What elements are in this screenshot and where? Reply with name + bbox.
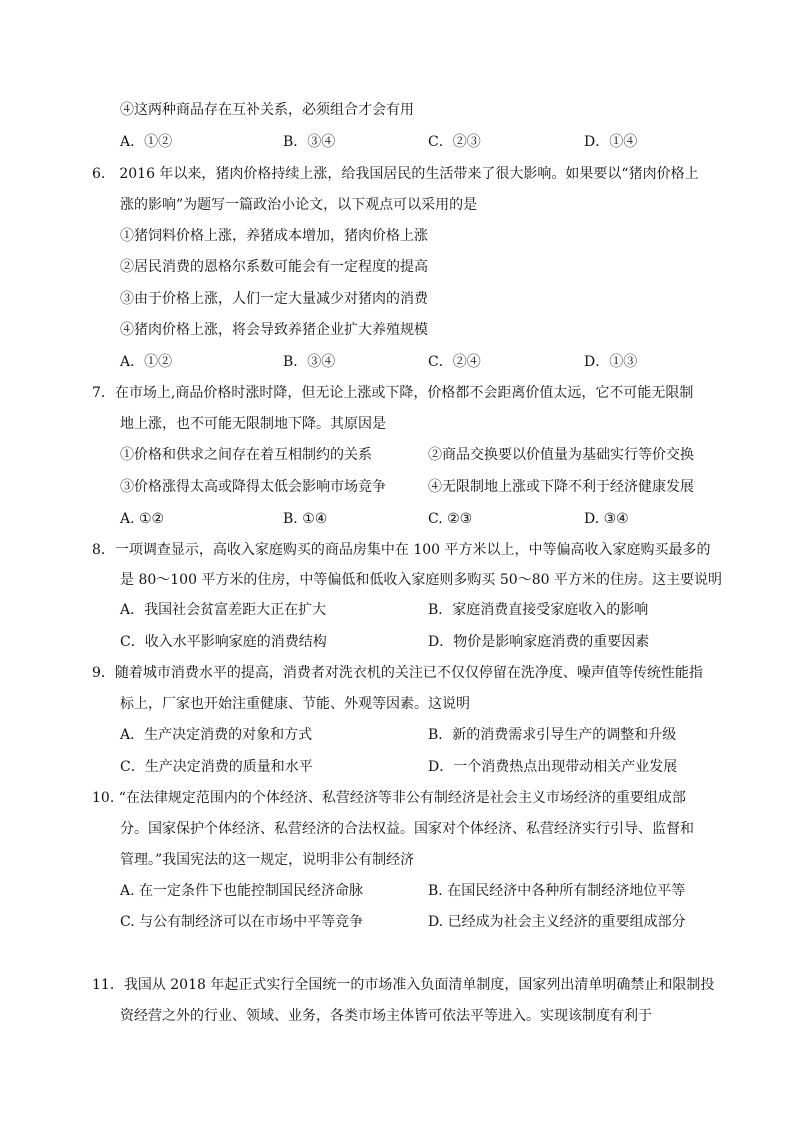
q5-option-c: C．②③ [428,134,481,150]
q6-statement-3: ③由于价格上涨，人们一定大量减少对猪肉的消费 [120,291,428,307]
q8-option-d: D．物价是影响家庭消费的重要因素 [428,634,650,650]
q7-option-a: A. ①② [120,511,165,527]
q7-statement-2: ②商品交换要以价值量为基础实行等价交换 [428,447,694,463]
q11-stem-line1: 11．我国从 2018 年起正式实行全国统一的市场准入负面清单制度，国家列出清单明确禁止和限制投 [92,977,715,993]
q10-stem-line2: 分。国家保护个体经济、私营经济的合法权益。国家对个体经济、私营经济实行引导、监督和 [120,821,694,837]
q10-stem-line3: 管理。”我国宪法的这一规定，说明非公有制经济 [120,852,415,868]
q8-stem-line2: 是 80～100 平方米的住房，中等偏低和低收入家庭则多购买 50～80 平方米的住房。这主要说明 [120,572,722,588]
q8-option-c: C．收入水平影响家庭的消费结构 [120,634,327,650]
q10-option-d: D. 已经成为社会主义经济的重要组成部分 [428,914,686,930]
q10-option-c: C. 与公有制经济可以在市场中平等竞争 [120,914,364,930]
q7-statement-4: ④无限制地上涨或下降不利于经济健康发展 [428,479,694,495]
q6-statement-1: ①猪饲料价格上涨，养猪成本增加，猪肉价格上涨 [120,228,428,244]
q7-option-c: C. ②③ [428,511,473,527]
q6-option-b: B．③④ [283,354,336,370]
q6-stem-line1: 6． 2016 年以来，猪肉价格持续上涨，给我国居民的生活带来了很大影响。如果要以“猪肉价格上 [92,166,699,182]
q7-option-d: D. ③④ [584,511,629,527]
q9-option-a: A．生产决定消费的对象和方式 [120,727,313,743]
q9-stem-line1: 9．随着城市消费水平的提高，消费者对洗衣机的关注已不仅仅停留在洗净度、噪声值等传统性能指 [92,665,703,681]
q11-stem-line2: 资经营之外的行业、领域、业务，各类市场主体皆可依法平等进入。实现该制度有利于 [120,1008,652,1024]
q6-option-c: C．②④ [428,354,481,370]
q9-option-d: D．一个消费热点出现带动相关产业发展 [428,759,678,775]
q6-option-d: D．①③ [584,354,638,370]
q5-option-b: B．③④ [283,134,336,150]
q10-option-b: B. 在国民经济中各种所有制经济地位平等 [428,883,686,899]
q7-statement-1: ①价格和供求之间存在着互相制约的关系 [120,447,372,463]
q6-option-a: A．①② [120,354,173,370]
q8-option-a: A．我国社会贫富差距大正在扩大 [120,602,327,618]
q6-statement-2: ②居民消费的恩格尔系数可能会有一定程度的提高 [120,259,428,275]
q5-option-a: A．①② [120,134,173,150]
q7-stem-line1: 7．在市场上,商品价格时涨时降，但无论上涨或下降，价格都不会距离价值太远，它不可能无限制 [92,385,694,401]
q8-stem-line1: 8．一项调查显示，高收入家庭购买的商品房集中在 100 平方米以上，中等偏高收入家庭购买最多的 [92,542,711,558]
q6-statement-4: ④猪肉价格上涨，将会导致养猪企业扩大养殖规模 [120,322,428,338]
q9-option-c: C．生产决定消费的质量和水平 [120,759,313,775]
q5-option-d: D．①④ [584,134,638,150]
q7-stem-line2: 地上涨，也不可能无限制地下降。其原因是 [120,416,386,432]
q9-option-b: B．新的消费需求引导生产的调整和升级 [428,727,677,743]
q5-statement-4: ④这两种商品存在互补关系，必须组合才会有用 [120,102,414,118]
q7-option-b: B. ①④ [283,511,328,527]
q10-option-a: A. 在一定条件下也能控制国民经济命脉 [120,883,364,899]
q8-option-b: B．家庭消费直接受家庭收入的影响 [428,602,649,618]
q9-stem-line2: 标上，厂家也开始注重健康、节能、外观等因素。这说明 [120,696,470,712]
q6-stem-line2: 涨的影响”为题写一篇政治小论文，以下观点可以采用的是 [120,197,478,213]
q10-stem-line1: 10. “在法律规定范围内的个体经济、私营经济等非公有制经济是社会主义市场经济的重要组成部 [92,790,686,806]
q7-statement-3: ③价格涨得太高或降得太低会影响市场竞争 [120,479,386,495]
